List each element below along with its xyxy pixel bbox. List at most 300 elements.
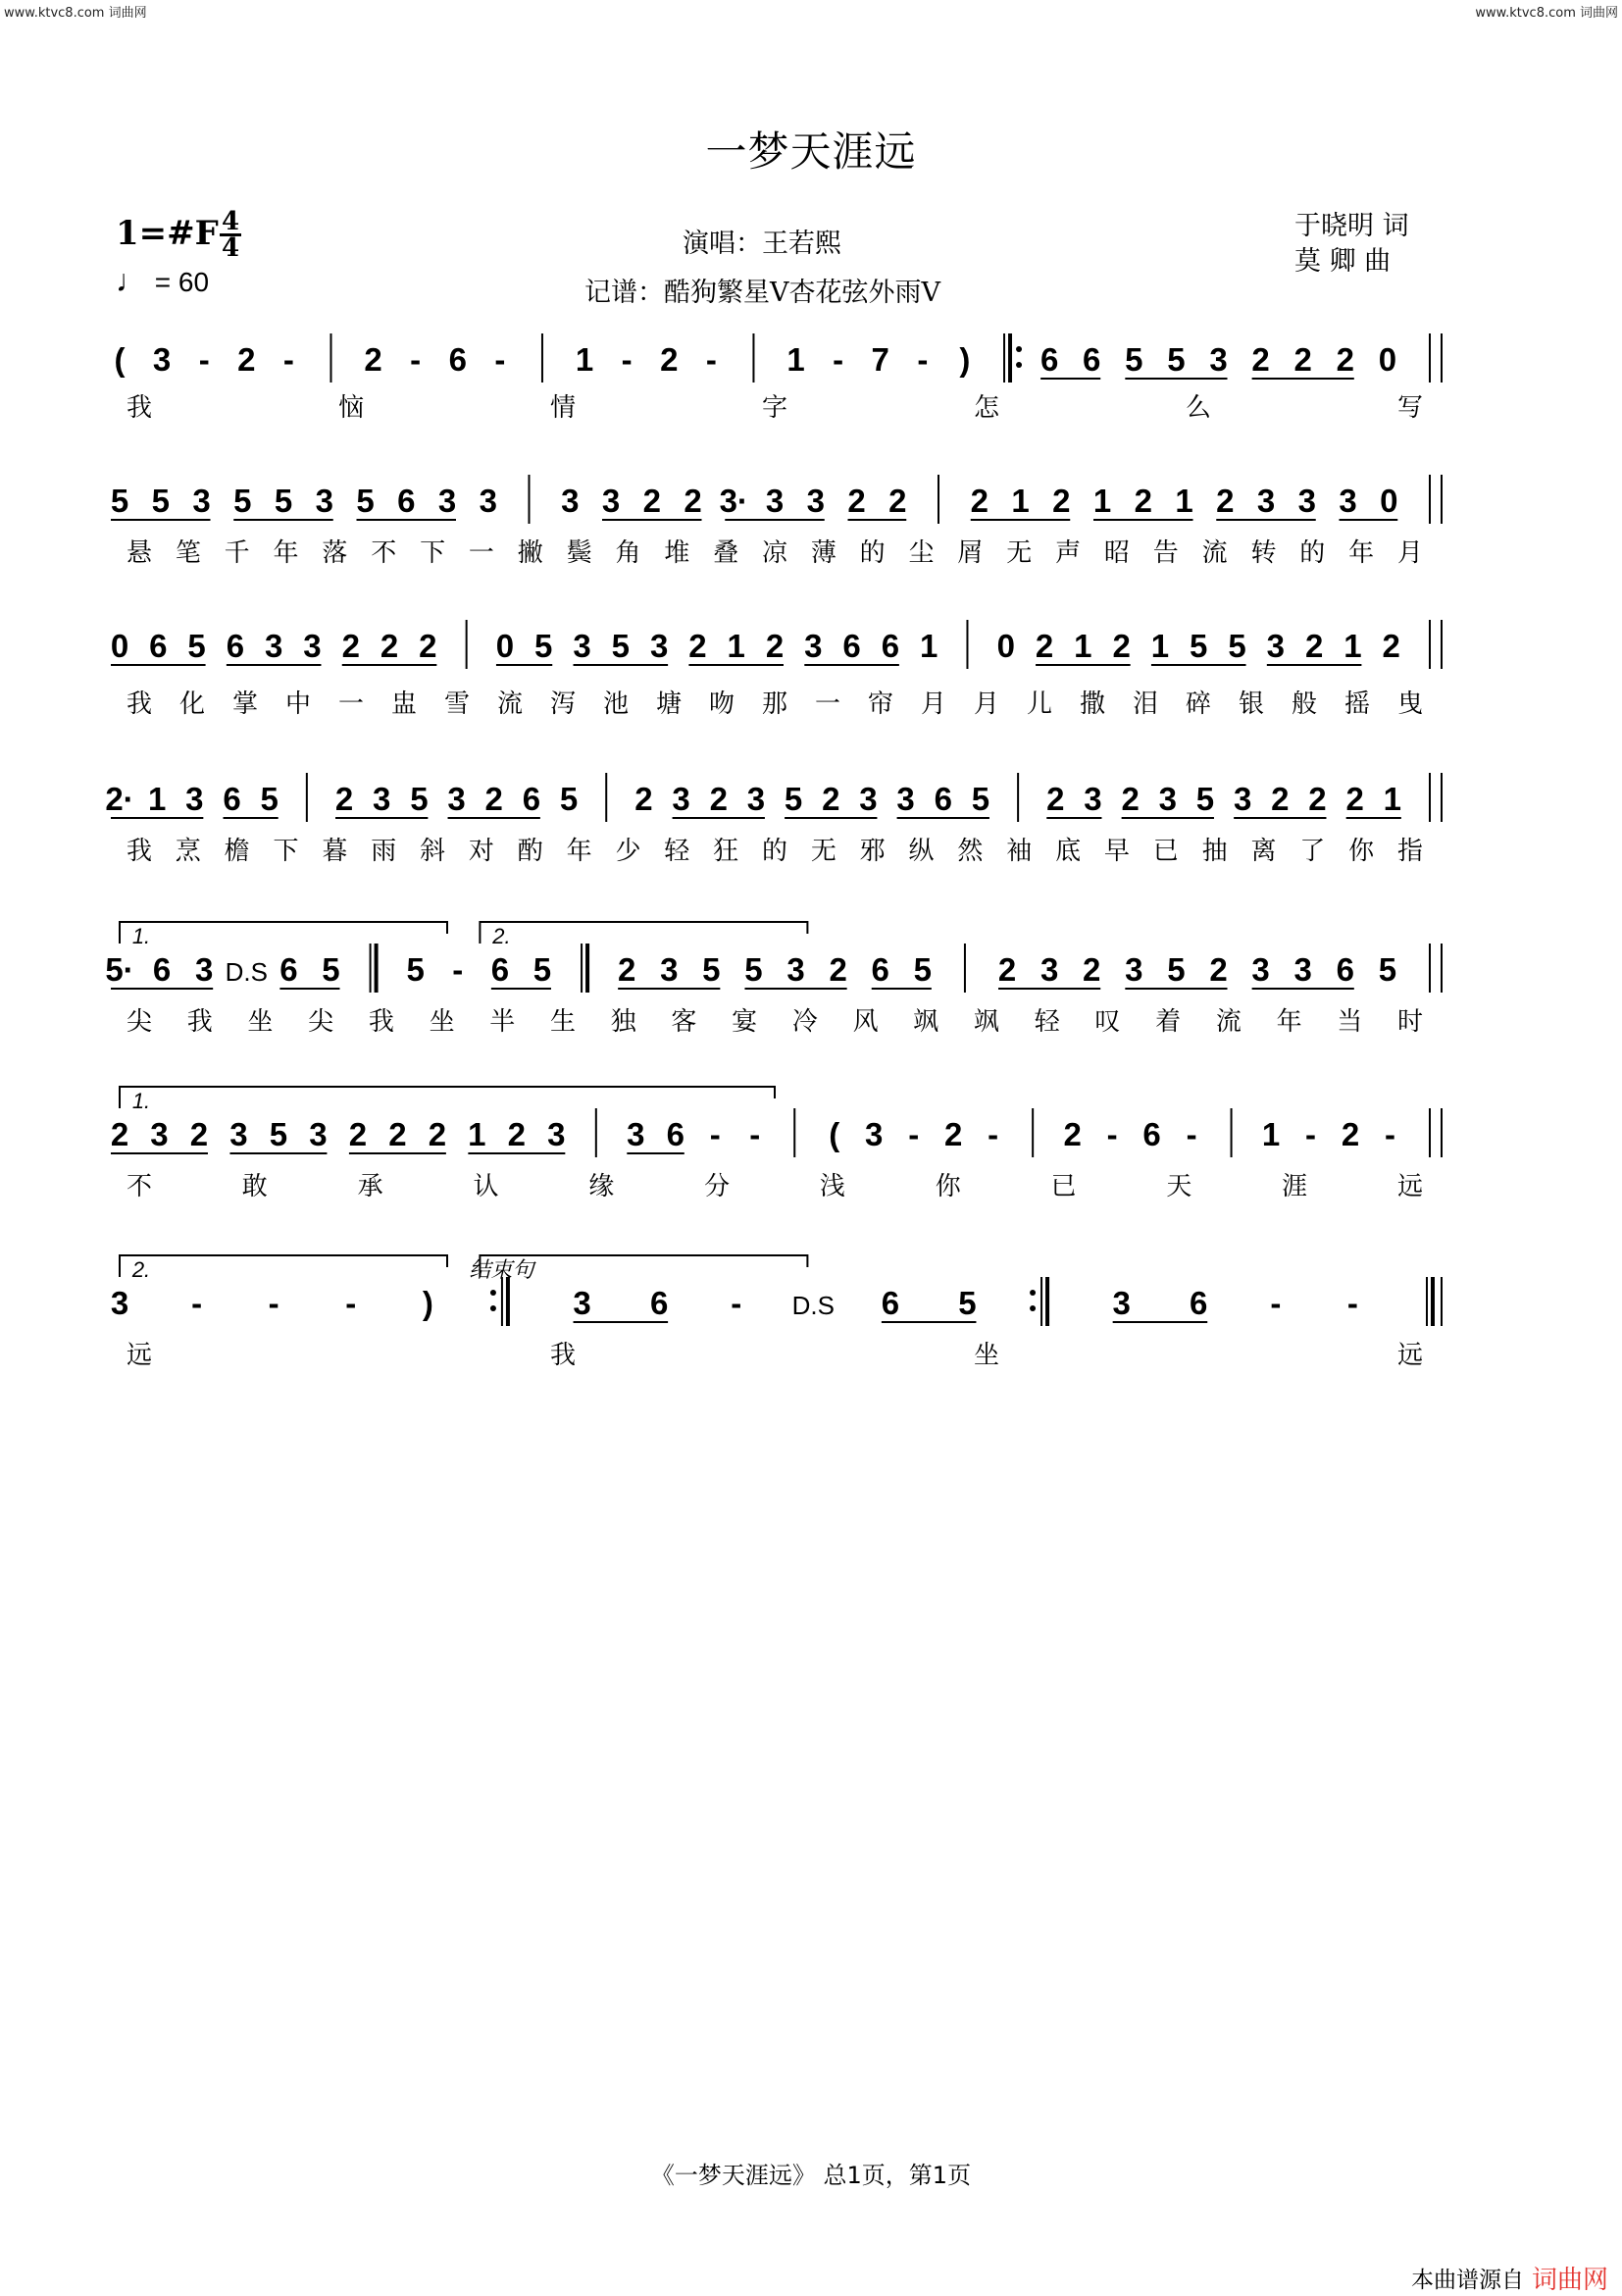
site-url-right: www.ktvc8.com 词曲网 [1475, 6, 1618, 21]
lyric: 屑 [957, 538, 984, 568]
lyric: 池 [602, 689, 630, 719]
note: 2 [1308, 781, 1327, 817]
lyric: 当 [1337, 1007, 1363, 1037]
note: - [1385, 1116, 1396, 1152]
note: 6 [226, 628, 245, 664]
lyric: 般 [1291, 689, 1318, 719]
lyric: 昭 [1103, 538, 1130, 568]
lyric: 我 [368, 1007, 394, 1037]
lyric: 一 [337, 689, 365, 719]
note: 5 [1195, 781, 1215, 817]
note: 6 [152, 951, 172, 988]
lyric: 告 [1152, 538, 1179, 568]
lyric: 声 [1055, 538, 1082, 568]
note: 0 [110, 628, 129, 664]
lyric: 远 [1396, 1341, 1424, 1370]
lyric: 我 [186, 1007, 213, 1037]
lyric: 轻 [664, 837, 690, 866]
lyric: 千 [224, 538, 250, 568]
note: 1 [1092, 483, 1112, 519]
note: 1 [147, 781, 167, 817]
source-note: 本曲谱源自 [1411, 2268, 1524, 2293]
note: 2 [1345, 781, 1364, 817]
note: 5 [1125, 341, 1143, 378]
note: - [198, 341, 210, 378]
volta-label: 1. [131, 924, 151, 948]
lyric: 的 [859, 538, 886, 568]
note: 1 [1383, 781, 1402, 817]
lyric: 叠 [713, 538, 739, 568]
note: 2 [380, 628, 399, 664]
note: - [1305, 1116, 1317, 1152]
note: 6 [1142, 1116, 1161, 1152]
note: 5 [958, 1285, 977, 1321]
lyric: 着 [1155, 1007, 1182, 1037]
note: - [345, 1285, 357, 1321]
transcriber-credit: 记谱：酷狗繁星V杏花弦外雨V [584, 278, 940, 308]
note: 5 [322, 951, 340, 988]
note: 5 [233, 483, 252, 519]
lyric: 涯 [1282, 1172, 1308, 1201]
note: 5 [744, 951, 763, 988]
note: 3 [1158, 781, 1177, 817]
note: 3 [672, 781, 690, 817]
lyric: 一 [468, 538, 494, 568]
note: 2 [970, 483, 988, 519]
note: 3 [447, 781, 466, 817]
note: 1 [786, 341, 805, 378]
note: 2 [1112, 628, 1131, 664]
lyric: 流 [1201, 538, 1228, 568]
note: 2 [1035, 628, 1054, 664]
note: 1 [1261, 1116, 1281, 1152]
note: 3 [1293, 951, 1312, 988]
volta-bracket [120, 1255, 447, 1277]
lyric: 早 [1103, 837, 1130, 866]
lyric: 年 [1348, 538, 1375, 568]
note: 3 [1209, 341, 1228, 378]
note: 3 [547, 1116, 566, 1152]
lyric: 那 [761, 689, 788, 719]
repeat-dot [490, 1305, 496, 1311]
lyric: 转 [1250, 538, 1277, 568]
note: 6 [1039, 341, 1059, 378]
lyric: 盅 [390, 689, 418, 719]
note: 6 [666, 1116, 684, 1152]
lyric: 的 [761, 837, 788, 866]
note: 6 [1336, 951, 1354, 988]
note: 5 [406, 951, 425, 988]
note: 3 [806, 483, 825, 519]
note: 1 [727, 628, 745, 664]
note: 2 [484, 781, 503, 817]
note: 5 [356, 483, 375, 519]
note: 6 [490, 951, 510, 988]
lyric: 银 [1238, 689, 1265, 719]
lyric: 的 [1299, 538, 1326, 568]
note: 5 [260, 781, 279, 817]
note: 3 [573, 628, 591, 664]
lyric: 曳 [1396, 689, 1424, 719]
note: - [1346, 1285, 1358, 1321]
lyric: 尖 [308, 1007, 334, 1037]
tempo-text: = 60 [154, 267, 210, 297]
note: 6 [279, 951, 298, 988]
lyric: 斜 [420, 837, 446, 866]
brand-logo: 词曲网 [1531, 2266, 1608, 2295]
dal-segno-mark: D.S [791, 1291, 835, 1320]
lyric: 叹 [1094, 1007, 1121, 1037]
note: 5 [274, 483, 293, 519]
lyric: 分 [704, 1172, 731, 1201]
note: 6 [149, 628, 168, 664]
lyric: 独 [610, 1007, 636, 1037]
lyric: 下 [273, 837, 299, 866]
note: 2 [684, 483, 702, 519]
lyric: 然 [957, 837, 984, 866]
lyric: 少 [615, 837, 641, 866]
note: 3 [1233, 781, 1252, 817]
note: 3 [627, 1116, 645, 1152]
note: 2 [617, 951, 636, 988]
lyric: 化 [178, 689, 206, 719]
note: 2 [1209, 951, 1228, 988]
lyric: 抽 [1201, 837, 1228, 866]
note: 5· [105, 951, 134, 988]
lyric: 我 [126, 837, 153, 866]
note: 3 [192, 483, 211, 519]
volta-bracket [120, 922, 447, 944]
lyric: 你 [1348, 837, 1375, 866]
note: 5 [151, 483, 170, 519]
note: 1 [1074, 628, 1092, 664]
lyric: 雪 [443, 689, 471, 719]
note: 2 [1046, 781, 1065, 817]
lyric: 么 [1185, 393, 1212, 423]
lyric: 纵 [908, 837, 935, 866]
note: ( [829, 1116, 840, 1152]
composer-credit: 莫 卿 曲 [1294, 246, 1392, 277]
lyric: 离 [1250, 837, 1277, 866]
note: 3 [152, 341, 172, 378]
lyric: 泪 [1132, 689, 1159, 719]
lyric: 无 [1006, 538, 1033, 568]
volta-label: 2. [131, 1257, 151, 1282]
note: 3 [315, 483, 333, 519]
note: 3 [110, 1285, 129, 1321]
lyric: 承 [357, 1172, 383, 1201]
lyric: 摇 [1343, 689, 1371, 719]
note: 2 [1251, 341, 1270, 378]
lyric: 暮 [322, 837, 348, 866]
note: 3 [479, 483, 497, 519]
note: 3 [1112, 1285, 1131, 1321]
note: 6 [649, 1285, 669, 1321]
note: 1 [468, 1116, 486, 1152]
note: - [452, 951, 464, 988]
repeat-dot [1030, 1290, 1036, 1296]
note: 5 [269, 1116, 288, 1152]
note: 3 [1339, 483, 1357, 519]
lyric: 缘 [588, 1172, 615, 1201]
lyric: 冷 [791, 1007, 818, 1037]
lyricist-credit: 于晓明 词 [1294, 211, 1409, 241]
note: 6 [1083, 341, 1101, 378]
note: 2 [364, 341, 382, 378]
note: 6 [522, 781, 541, 817]
lyric: 下 [420, 538, 446, 568]
note: - [1106, 1116, 1118, 1152]
note: 6 [223, 781, 241, 817]
note: - [1186, 1116, 1197, 1152]
note: 2 [847, 483, 866, 519]
lyric: 飒 [973, 1007, 1000, 1037]
volta-label: 1. [131, 1089, 151, 1113]
note: 2 [1341, 1116, 1360, 1152]
lyric: 天 [1166, 1172, 1192, 1201]
note: 5 [1167, 341, 1186, 378]
note: 5 [187, 628, 206, 664]
note: 5 [1228, 628, 1246, 664]
note: 3 [195, 951, 214, 988]
note: 1 [1011, 483, 1030, 519]
lyric: 飒 [913, 1007, 939, 1037]
note: 3 [859, 781, 878, 817]
note: 3 [896, 781, 915, 817]
lyric: 碎 [1185, 689, 1212, 719]
note: - [705, 341, 717, 378]
note: 5 [532, 951, 552, 988]
note: 2 [660, 341, 679, 378]
lyric: 一 [814, 689, 841, 719]
time-sig-top: 4 [221, 207, 240, 236]
note: 5 [110, 483, 129, 519]
note: 2 [388, 1116, 407, 1152]
site-url-left: www.ktvc8.com 词曲网 [4, 6, 147, 21]
note: 3 [804, 628, 823, 664]
note: 2 [1304, 628, 1324, 664]
repeat-dot [1030, 1305, 1036, 1311]
lyric: 流 [1215, 1007, 1242, 1037]
note: 2 [334, 781, 354, 817]
note: 3 [437, 483, 457, 519]
note: 6 [448, 341, 467, 378]
note: 2 [110, 1116, 129, 1152]
note: 6 [397, 483, 416, 519]
note: 3 [1256, 483, 1276, 519]
note: - [709, 1116, 721, 1152]
note: 3 [373, 781, 391, 817]
lyric: 尘 [908, 538, 935, 568]
note: 1 [1343, 628, 1362, 664]
lyric: 生 [549, 1007, 577, 1037]
note: 2 [1293, 341, 1312, 378]
note: 6 [881, 1285, 900, 1321]
note: 6 [1190, 1285, 1208, 1321]
note: 3 [561, 483, 580, 519]
repeat-dot [490, 1290, 496, 1296]
lyric: 浅 [819, 1172, 845, 1201]
lyric: 角 [615, 538, 641, 568]
note: 5 [1190, 628, 1208, 664]
note: 3 [865, 1116, 884, 1152]
time-sig-bottom: 4 [221, 233, 240, 263]
lyric: 檐 [224, 837, 250, 866]
note: 1 [1175, 483, 1193, 519]
lyric: 中 [284, 689, 312, 719]
lyric: 酌 [517, 837, 543, 866]
lyric: 指 [1396, 837, 1424, 866]
lyric: 怎 [973, 393, 1000, 423]
note: - [749, 1116, 761, 1152]
lyric: 了 [1299, 837, 1326, 866]
lyric: 写 [1396, 393, 1424, 423]
volta-bracket [120, 1087, 775, 1108]
lyric: 凉 [761, 538, 788, 568]
lyric: 邪 [859, 837, 886, 866]
note: 2 [688, 628, 707, 664]
note: 5 [611, 628, 631, 664]
lyric: 已 [1050, 1172, 1077, 1201]
note: ) [959, 341, 971, 378]
note: 1 [575, 341, 594, 378]
lyric: 流 [496, 689, 524, 719]
note: 2 [419, 628, 437, 664]
note: - [410, 341, 422, 378]
lyric: 儿 [1026, 689, 1053, 719]
lyric: 远 [126, 1341, 153, 1370]
lyric: 掌 [231, 689, 259, 719]
note: 2 [1382, 628, 1400, 664]
lyric: 无 [810, 837, 836, 866]
volta-label: 结束句 [469, 1257, 534, 1282]
page-info: 《一梦天涯远》 总1页，第1页 [650, 2162, 972, 2189]
note: - [1270, 1285, 1282, 1321]
note: 3 [229, 1116, 248, 1152]
note: 2 [829, 951, 847, 988]
note: 2 [709, 781, 728, 817]
key-text: 1=#F [116, 214, 219, 253]
note: 0 [996, 628, 1015, 664]
note: 5 [410, 781, 429, 817]
note: 3 [601, 483, 621, 519]
note: 6 [934, 781, 952, 817]
note: 3 [786, 951, 805, 988]
lyric: 认 [473, 1172, 499, 1201]
note: 3 [1266, 628, 1286, 664]
lyric: 鬓 [566, 538, 592, 568]
note: 2 [1121, 781, 1140, 817]
lyric: 烹 [175, 837, 201, 866]
lyric: 落 [322, 538, 348, 568]
note: 5 [784, 781, 803, 817]
lyric: 轻 [1034, 1007, 1060, 1037]
note: 7 [871, 341, 889, 378]
note: - [191, 1285, 203, 1321]
lyric: 我 [126, 689, 153, 719]
lyric: 坐 [247, 1007, 274, 1037]
lyric: 月 [920, 689, 947, 719]
lyric: 塘 [655, 689, 683, 719]
lyric: 情 [549, 393, 577, 423]
note: 5 [971, 781, 990, 817]
note: 3 [1039, 951, 1059, 988]
volta-bracket [480, 922, 807, 944]
lyric: 狂 [713, 837, 739, 866]
lyric: 帘 [867, 689, 894, 719]
note: 6 [842, 628, 861, 664]
note: 2 [507, 1116, 527, 1152]
lyric: 撇 [517, 538, 543, 568]
note: - [621, 341, 633, 378]
lyric: 年 [273, 538, 299, 568]
note: 2 [237, 341, 256, 378]
repeat-dot [1016, 346, 1022, 352]
lyric: 年 [566, 837, 592, 866]
lyric: 雨 [371, 837, 397, 866]
note: 2 [944, 1116, 963, 1152]
lyric: 时 [1396, 1007, 1424, 1037]
note: 2 [1336, 341, 1354, 378]
note: 2 [1271, 781, 1290, 817]
note: 5 [1378, 951, 1397, 988]
lyric: 我 [126, 393, 153, 423]
lyric: 吻 [708, 689, 735, 719]
note: 3 [1251, 951, 1270, 988]
lyric: 字 [761, 393, 788, 423]
lyric: 尖 [126, 1007, 153, 1037]
note: 3 [185, 781, 204, 817]
note: 2 [428, 1116, 447, 1152]
note: 3 [1084, 781, 1102, 817]
lyric: 恼 [337, 393, 365, 423]
note: 3 [765, 483, 785, 519]
lyric: 薄 [810, 538, 836, 568]
dal-segno-mark: D.S [225, 957, 268, 987]
lyric: 月 [973, 689, 1000, 719]
lyric: 年 [1276, 1007, 1302, 1037]
note: 3 [649, 628, 669, 664]
note: 3 [303, 628, 322, 664]
repeat-dot [1016, 362, 1022, 368]
note: 0 [495, 628, 515, 664]
note: 0 [1378, 341, 1397, 378]
note: 5 [913, 951, 933, 988]
lyric: 笔 [175, 538, 201, 568]
lyric: 半 [489, 1007, 516, 1037]
note: 3 [309, 1116, 328, 1152]
note: 5 [534, 628, 553, 664]
note: - [268, 1285, 279, 1321]
note: 0 [1380, 483, 1398, 519]
lyric: 坐 [973, 1341, 1000, 1370]
note: 3 [1125, 951, 1143, 988]
note: 1 [1150, 628, 1170, 664]
note: - [988, 1116, 999, 1152]
note: 3 [746, 781, 766, 817]
note: 2 [822, 781, 840, 817]
note: 3 [264, 628, 283, 664]
note: 3 [573, 1285, 591, 1321]
note: 2 [888, 483, 907, 519]
lyric: 对 [468, 837, 494, 866]
lyric: 堆 [664, 538, 690, 568]
lyric: 远 [1396, 1172, 1424, 1201]
lyric: 月 [1396, 538, 1424, 568]
note: ( [114, 341, 126, 378]
note: 2 [1063, 1116, 1082, 1152]
note: 5 [702, 951, 721, 988]
